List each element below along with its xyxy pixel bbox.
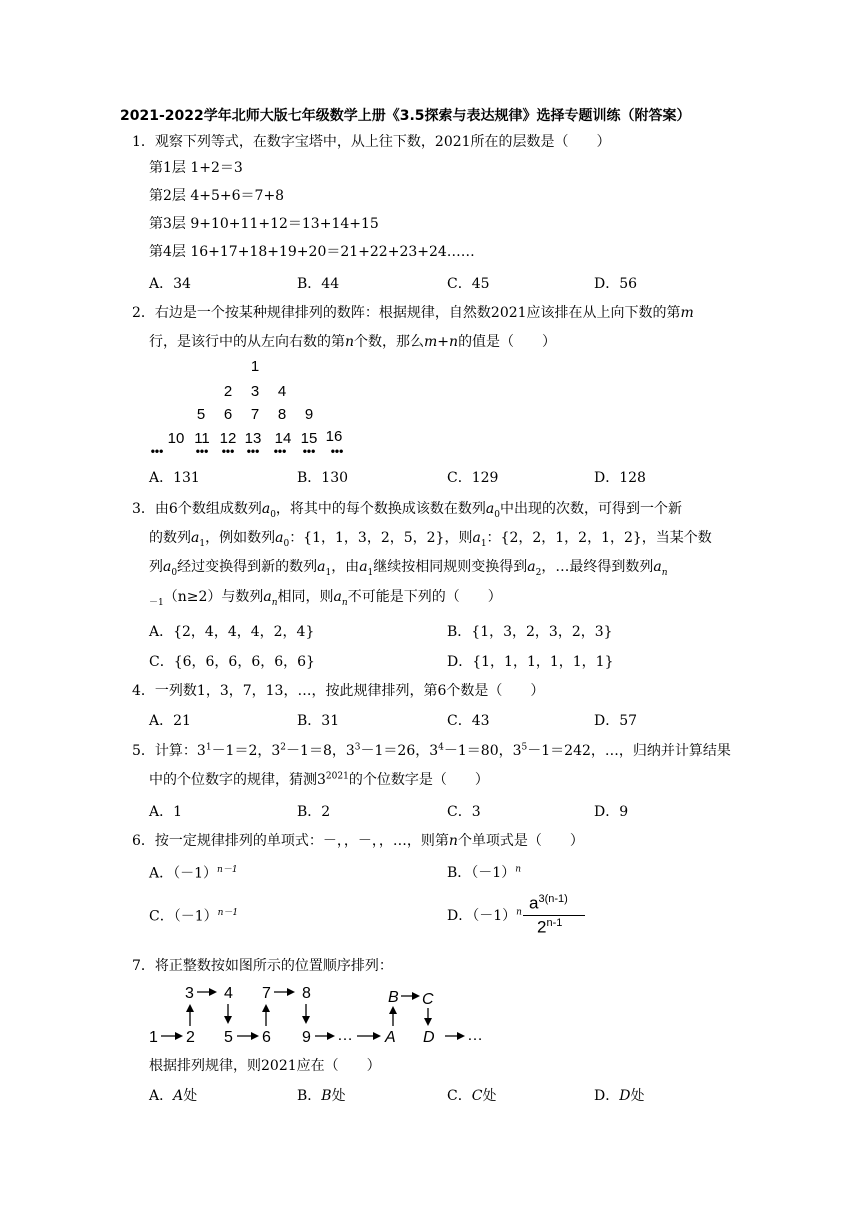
q3-line2: 的数列$a_1$，例如数列$a_0$：{1，1，3，2，5，2}，则$a_1$：{2，2，1，2，1，2}，当某个数 xyxy=(149,530,712,549)
q2-option-d[interactable]: D．128 xyxy=(594,470,646,486)
q3-option-a[interactable]: A．{2，4，4，4，2，4} xyxy=(149,624,315,640)
q6-stem: 6．按一定规律排列的单项式：－，，－，，…，则第n个单项式是（ ） xyxy=(132,833,584,849)
q2-option-b[interactable]: B．130 xyxy=(297,470,349,486)
q5-option-b[interactable]: B．2 xyxy=(297,804,331,820)
q3-line4: $_{-1}$（n≥2）与数列$a_n$相同，则$a_n$不可能是下列的（ ） xyxy=(149,589,502,608)
array-cell: 6 xyxy=(223,406,233,423)
q5-line2: 中的个位数字的规律，猜测$3^{2021}$的个位数字是（ ） xyxy=(149,771,489,788)
q5-option-a[interactable]: A．1 xyxy=(149,804,183,820)
figure-number: 8 xyxy=(302,985,311,1002)
q3-line1: 3．由6个数组成数列$a_0$，将其中的每个数换成该数在数列$a_0$中出现的次数，可得到一个新 xyxy=(132,501,683,520)
figure-letter: A xyxy=(385,1029,396,1046)
q4-option-d[interactable]: D．57 xyxy=(594,713,638,729)
q3-line3: 列$a_0$经过变换得到新的数列$a_1$，由$a_1$继续按相同规则变换得到$a_2$，…最终得到数列$a_n$ xyxy=(149,559,668,578)
array-cell: 16 xyxy=(325,428,343,445)
q2-stem-line2: 行，是该行中的从左向右数的第n个数，那么m+n的值是（ ） xyxy=(149,334,557,350)
array-dots: ••• xyxy=(246,444,260,458)
sequence-path-figure xyxy=(145,982,490,1050)
q7-question: 根据排列规律，则2021应在（ ） xyxy=(149,1058,381,1074)
q7-option-a[interactable]: A．A处 xyxy=(149,1088,198,1104)
figure-number: 1 xyxy=(149,1029,158,1046)
array-cell: 10 xyxy=(167,430,185,447)
q4-option-b[interactable]: B．31 xyxy=(297,713,340,729)
array-cell: 11 xyxy=(194,430,210,447)
q3-option-c[interactable]: C．{6，6，6，6，6，6} xyxy=(149,654,315,670)
array-dots: ••• xyxy=(195,444,209,458)
q1-option-a[interactable]: A．34 xyxy=(149,276,191,292)
array-cell: 8 xyxy=(277,406,287,423)
q6-option-b[interactable]: B．$(-1)^n$ xyxy=(447,864,521,881)
array-cell: 1 xyxy=(250,358,260,375)
q7-stem: 7．将正整数按如图所示的位置顺序排列： xyxy=(132,958,393,974)
q4-stem: 4．一列数1，3，7，13，…，按此规律排列，第6个数是（ ） xyxy=(132,683,545,699)
q2-option-c[interactable]: C．129 xyxy=(447,470,499,486)
q4-option-c[interactable]: C．43 xyxy=(447,713,490,729)
array-cell: 9 xyxy=(304,406,314,423)
q7-option-d[interactable]: D．D处 xyxy=(594,1088,645,1104)
q5-option-c[interactable]: C．3 xyxy=(447,804,481,820)
figure-number: 5 xyxy=(224,1029,233,1046)
q3-option-b[interactable]: B．{1，3，2，3，2，3} xyxy=(447,624,613,640)
q6-option-c[interactable]: C．$(-1)^{n-1}$ xyxy=(149,908,239,925)
q7-option-b[interactable]: B．B处 xyxy=(297,1088,346,1104)
q5-option-d[interactable]: D．9 xyxy=(594,804,629,820)
array-cell: 2 xyxy=(223,383,233,400)
number-array-figure xyxy=(140,354,370,459)
q1-row-3: 第3层 9+10+11+12＝13+14+15 xyxy=(149,216,379,232)
figure-number: 4 xyxy=(224,985,233,1002)
fraction-denominator: 2$^{n-1}$ xyxy=(537,917,563,937)
array-cell: 13 xyxy=(244,430,262,447)
q1-row-2: 第2层 4+5+6＝7+8 xyxy=(149,188,285,204)
array-dots: ••• xyxy=(330,444,344,458)
fraction-bar xyxy=(523,915,585,916)
q5-line1: 5．计算：$3^1-1=2$，$3^2-1=8$，$3^3-1=26$，$3^4-1=80$，$3^5-1=242$，…，归纳并计算结果 xyxy=(132,742,731,759)
array-dots: ••• xyxy=(150,444,164,458)
figure-letter: C xyxy=(422,991,434,1008)
array-cell: 4 xyxy=(277,383,287,400)
figure-number: 3 xyxy=(185,985,194,1002)
q1-option-b[interactable]: B．44 xyxy=(297,276,340,292)
array-dots: ••• xyxy=(221,444,235,458)
figure-letter: D xyxy=(423,1029,435,1046)
q7-option-c[interactable]: C．C处 xyxy=(447,1088,497,1104)
q6-fraction xyxy=(523,889,587,941)
page-title: 2021-2022学年北师大版七年级数学上册《3.5探索与表达规律》选择专题训练（附答案） xyxy=(120,108,691,124)
array-cell: 5 xyxy=(196,406,206,423)
array-cell: 7 xyxy=(250,406,260,423)
figure-number: 6 xyxy=(262,1029,271,1046)
array-cell: 12 xyxy=(219,430,237,447)
figure-number: 2 xyxy=(186,1029,195,1046)
q6-option-d[interactable]: D．$(-1)^n$ xyxy=(447,907,522,924)
array-cell: 14 xyxy=(274,430,292,447)
q1-row-4: 第4层 16+17+18+19+20＝21+22+23+24…… xyxy=(149,244,475,260)
figure-ellipsis: … xyxy=(337,1027,353,1044)
q6-option-a[interactable]: A．$(-1)^{n-1}$ xyxy=(149,865,238,882)
q1-option-d[interactable]: D．56 xyxy=(594,276,638,292)
array-dots: ••• xyxy=(273,444,287,458)
q1-stem: 1．观察下列等式，在数字宝塔中，从上往下数，2021所在的层数是（ ） xyxy=(132,134,611,150)
figure-number: 7 xyxy=(262,985,271,1002)
q3-option-d[interactable]: D．{1，1，1，1，1，1} xyxy=(447,654,614,670)
array-cell: 3 xyxy=(250,383,260,400)
fraction-numerator: $a^{3(n-1)}$ xyxy=(529,893,568,913)
figure-ellipsis: … xyxy=(467,1027,483,1044)
figure-letter: B xyxy=(388,989,399,1006)
q1-row-1: 第1层 1+2＝3 xyxy=(149,160,243,176)
q4-option-a[interactable]: A．21 xyxy=(149,713,191,729)
array-dots: ••• xyxy=(302,444,316,458)
figure-number: 9 xyxy=(302,1029,311,1046)
q2-option-a[interactable]: A．131 xyxy=(149,470,200,486)
q2-stem-line1: 2．右边是一个按某种规律排列的数阵：根据规律，自然数2021应该排在从上向下数的第m xyxy=(132,305,694,321)
array-cell: 15 xyxy=(300,430,318,447)
q1-option-c[interactable]: C．45 xyxy=(447,276,490,292)
